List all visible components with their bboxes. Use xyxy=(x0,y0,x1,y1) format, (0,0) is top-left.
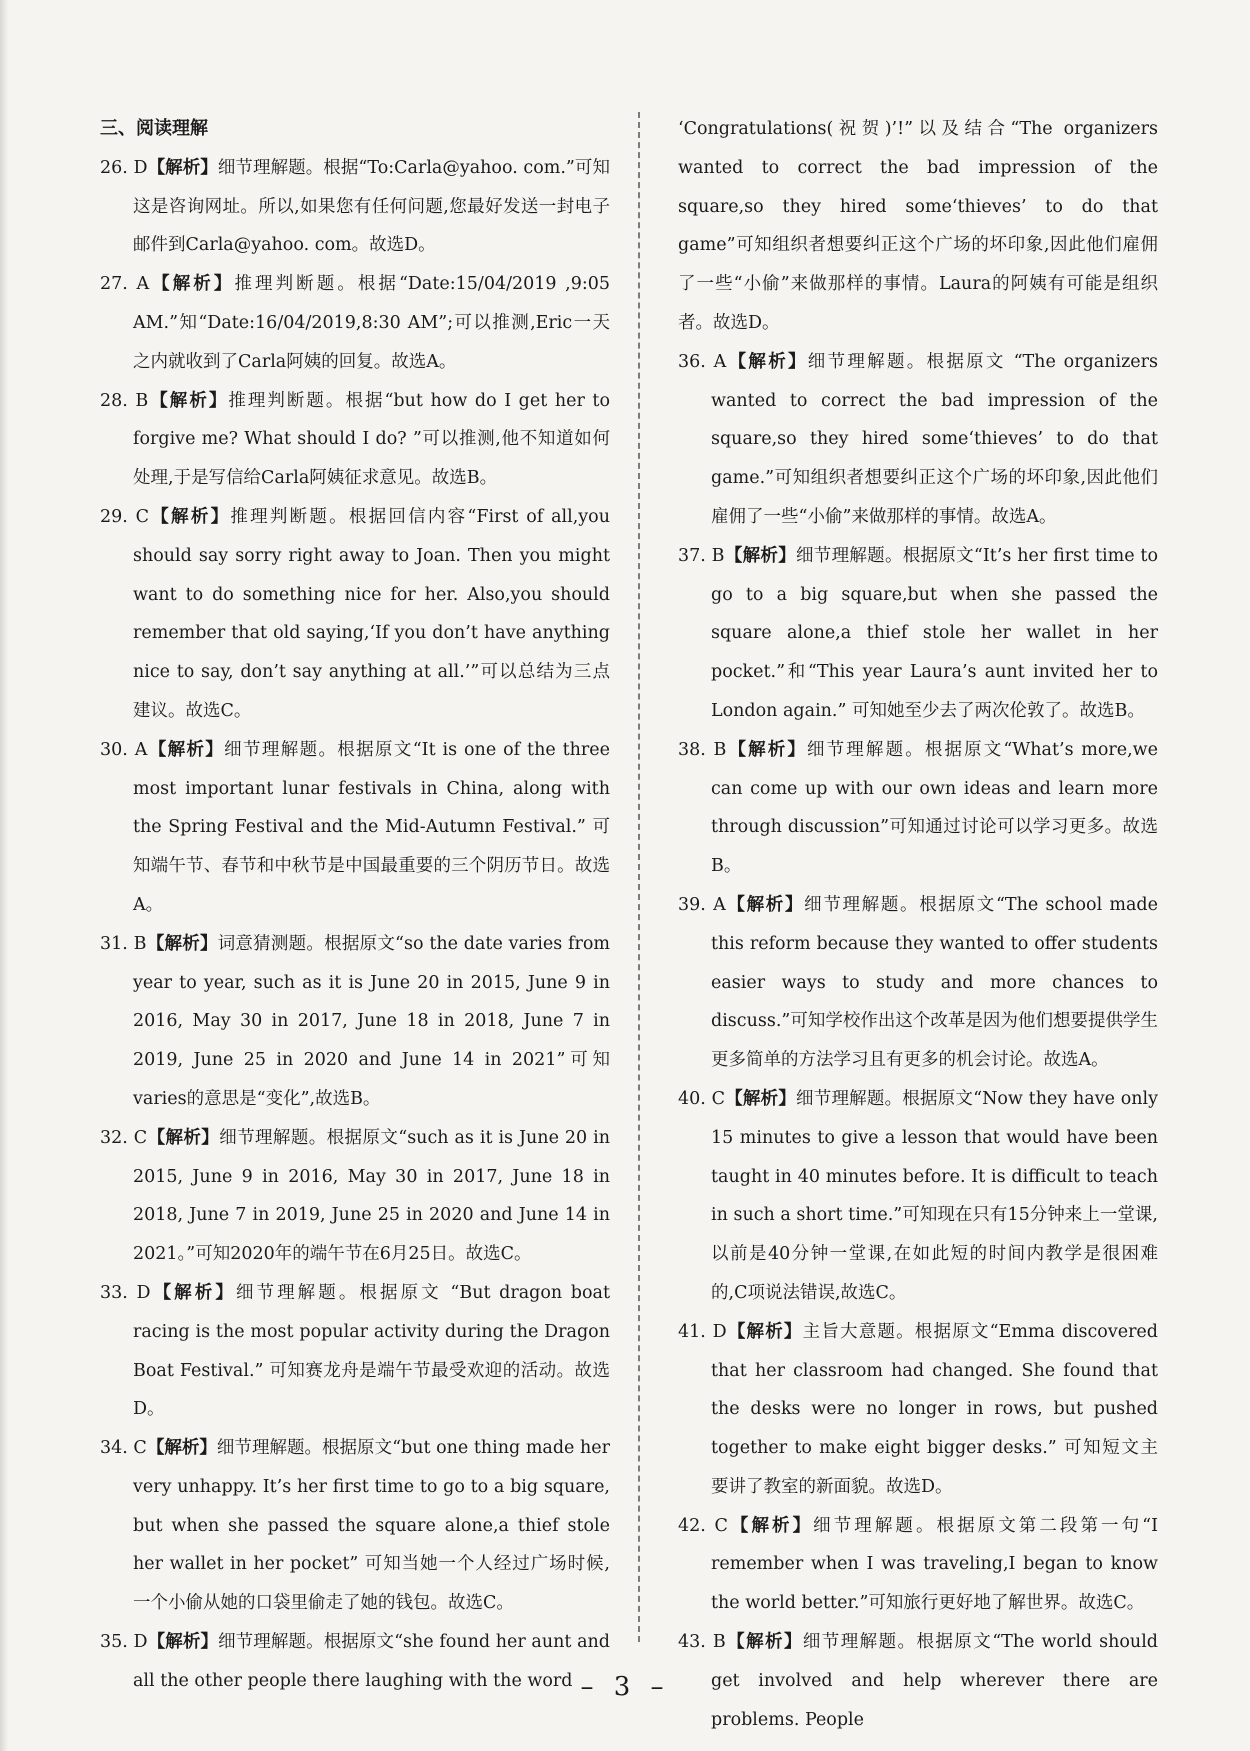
answer-item xyxy=(100,382,610,498)
analysis-text: 推理判断题。根据“but how do I get her to forgive me? What should I do? ”可以推测,他不知道如何处理,于是写信给Carla阿姨征求意见。故选B。 xyxy=(133,390,610,489)
scan-edge-shadow xyxy=(0,0,8,1751)
analysis-text: 词意猜测题。根据原文“so the date varies from year to year, such as it is June 20 in 2015, June 9 in 2016, May 30 in 2017, June 18 in 2018, June 7 in 2019, June 25 in 2020 and June 14 in 2021”可知varies的意思是“变化”,故选B。 xyxy=(133,933,610,1109)
answer-item xyxy=(678,1507,1158,1623)
analysis-text: 细节理解题。根据原文“such as it is June 20 in 2015, June 9 in 2016, May 30 in 2017, June 18 in 2018, June 7 in 2019, June 25 in 2020 and June 14 in 2021。”可知2020年的端午节在6月25日。故选C。 xyxy=(133,1127,610,1265)
analysis-tag: 【解析】 xyxy=(725,1632,803,1653)
left-column xyxy=(100,110,610,1701)
answer-item xyxy=(678,886,1158,1080)
answer-item xyxy=(100,1429,610,1623)
analysis-text: 细节理解题。根据原文“It is one of the three most important lunar festivals in China, along with the Spring Festival and the Mid-Autumn Festival.” 可知端午节、春节和中秋节是中国最重要的三个阴历节日。故选A。 xyxy=(133,739,610,915)
answer-item xyxy=(678,1080,1158,1313)
answer-item xyxy=(100,1119,610,1274)
question-number: 32. C xyxy=(100,1127,148,1148)
answer-item xyxy=(678,537,1158,731)
question-number: 34. C xyxy=(100,1438,147,1459)
question-number: 35. D xyxy=(100,1632,148,1653)
question-number: 28. B xyxy=(100,390,149,411)
analysis-tag: 【解析】 xyxy=(727,1515,814,1536)
answer-item xyxy=(100,1274,610,1429)
analysis-tag: 【解析】 xyxy=(146,933,218,954)
question-number: 37. B xyxy=(678,545,725,566)
column-divider xyxy=(638,112,640,1642)
left-answer-list xyxy=(100,149,610,1701)
analysis-tag: 【解析】 xyxy=(147,1632,219,1653)
question-number: 40. C xyxy=(678,1088,725,1109)
question-number: 27. A xyxy=(100,274,150,295)
question-number: 33. D xyxy=(100,1282,151,1303)
analysis-text: 推理判断题。根据“Date:15/04/2019 ,9:05 AM.”知“Date:16/04/2019,8:30 AM”;可以推测,Eric一天之内就收到了Carla阿姨的回复。故选A。 xyxy=(133,274,611,372)
answer-item xyxy=(678,1313,1158,1507)
analysis-text: 细节理解题。根据原文 “The organizers wanted to correct the bad impression of the square,so they hired some‘thieves’ to do that game.”可知组织者想要纠正这个广场的坏印象,因此他们雇佣了一些“小偷”来做那样的事情。故选A。 xyxy=(711,351,1158,527)
analysis-text: 细节理解题。根据原文“The school made this reform because they wanted to offer students easier ways to study and more chances to discuss.”可知学校作出这个改革是因为他们想要提供学生更多简单的方法学习且有更多的机会讨论。故选A。 xyxy=(711,894,1158,1071)
analysis-text: 细节理解题。根据原文“Now they have only 15 minutes to give a lesson that would have been taught in 40 minutes before. It is difficult to teach in such a short time.”可知现在只有15分钟来上一堂课,以前是40分钟一堂课,在如此短的时间内教学是很困难的,C项说法错误,故选C。 xyxy=(711,1088,1158,1303)
analysis-text: 细节理解题。根据原文“she found her aunt and all the other people there laughing with the word xyxy=(133,1632,610,1691)
question-number: 31. B xyxy=(100,933,147,954)
question-number: 42. C xyxy=(678,1515,728,1536)
analysis-text: 细节理解题。根据原文“It’s her first time to go to a big square,but when she passed the square alone,a thief stole her wallet in her pocket.”和“This year Laura’s aunt invited her to London again.” 可知她至少去了两次伦敦了。故选B。 xyxy=(711,545,1158,721)
answer-item xyxy=(678,731,1158,886)
question-number: 26. D xyxy=(100,157,148,178)
right-column xyxy=(678,110,1158,1739)
analysis-tag: 【解析】 xyxy=(726,739,808,760)
analysis-tag: 【解析】 xyxy=(147,1127,220,1148)
analysis-text: 细节理解题。根据“To:Carla@yahoo. com.”可知这是咨询网址。所以,如果您有任何问题,您最好发送一封电子邮件到Carla@yahoo. com。故选D。 xyxy=(133,157,610,256)
analysis-text: 推理判断题。根据回信内容“First of all,you should say sorry right away to Joan. Then you might want to do something nice for her. Also,you should remember that old saying,‘If you don’t have anything nice to say, don’t say anything at all.’”可以总结为三点建议。故选C。 xyxy=(133,506,610,721)
answer-item xyxy=(100,498,610,731)
page-number: – 3 – xyxy=(580,1672,670,1702)
section-title: 三、阅读理解 xyxy=(100,118,208,139)
answer-item xyxy=(678,343,1158,537)
analysis-tag: 【解析】 xyxy=(726,1321,803,1342)
analysis-tag: 【解析】 xyxy=(726,351,808,372)
answer-item xyxy=(100,925,610,1119)
analysis-text: 主旨大意题。根据原文“Emma discovered that her classroom had changed. She found that the desks were no longer in rows, but pushed together to make eight bigger desks.” 可知短文主要讲了教室的新面貌。故选D。 xyxy=(711,1321,1158,1497)
question-number: 29. C xyxy=(100,506,150,527)
analysis-text: 细节理解题。根据原文第二段第一句“I remember when I was traveling,I began to know the world better.”可知旅行更好地了解世界。故选C。 xyxy=(711,1515,1159,1614)
question-number: 43. B xyxy=(678,1632,726,1653)
continued-answer-text: ‘Congratulations(祝贺)’!”以及结合“The organizers wanted to correct the bad impression of the square,so they hired some‘thieves’ to do that game”可知组织者想要纠正这个广场的坏印象,因此他们雇佣了一些“小偷”来做那样的事情。Laura的阿姨有可能是组织者。故选D。 xyxy=(678,119,1158,333)
analysis-tag: 【解析】 xyxy=(725,894,805,915)
question-number: 30. A xyxy=(100,739,148,760)
analysis-tag: 【解析】 xyxy=(146,1438,217,1459)
question-number: 36. A xyxy=(678,351,727,372)
analysis-tag: 【解析】 xyxy=(724,545,797,566)
answer-item xyxy=(100,149,610,265)
analysis-tag: 【解析】 xyxy=(147,739,225,760)
right-answer-list xyxy=(678,343,1158,1740)
analysis-text: 细节理解题。根据原文“What’s more,we can come up with our own ideas and learn more through discussion”可知通过讨论可以学习更多。故选B。 xyxy=(711,739,1158,877)
analysis-text: 细节理解题。根据原文“but one thing made her very unhappy. It’s her first time to go to a big square, but when she passed the square alone,a thief stole her wallet in her pocket” 可知当她一个人经过广场时候,一个小偷从她的口袋里偷走了她的钱包。故选C。 xyxy=(133,1438,610,1614)
analysis-tag: 【解析】 xyxy=(147,157,218,178)
answer-item xyxy=(100,731,610,925)
analysis-text: 细节理解题。根据原文 “But dragon boat racing is the most popular activity during the Dragon Boat Festival.” 可知赛龙舟是端午节最受欢迎的活动。故选D。 xyxy=(133,1282,611,1420)
answer-item xyxy=(100,265,610,381)
question-number: 39. A xyxy=(678,894,726,915)
question-number: 41. D xyxy=(678,1321,727,1342)
analysis-tag: 【解析】 xyxy=(149,506,231,527)
question-number: 38. B xyxy=(678,739,727,760)
analysis-tag: 【解析】 xyxy=(148,390,229,411)
analysis-tag: 【解析】 xyxy=(149,274,235,295)
analysis-text: 细节理解题。根据原文“The world should get involved and help wherever there are problems. People xyxy=(711,1632,1158,1730)
analysis-tag: 【解析】 xyxy=(150,1282,236,1303)
analysis-tag: 【解析】 xyxy=(725,1088,797,1109)
